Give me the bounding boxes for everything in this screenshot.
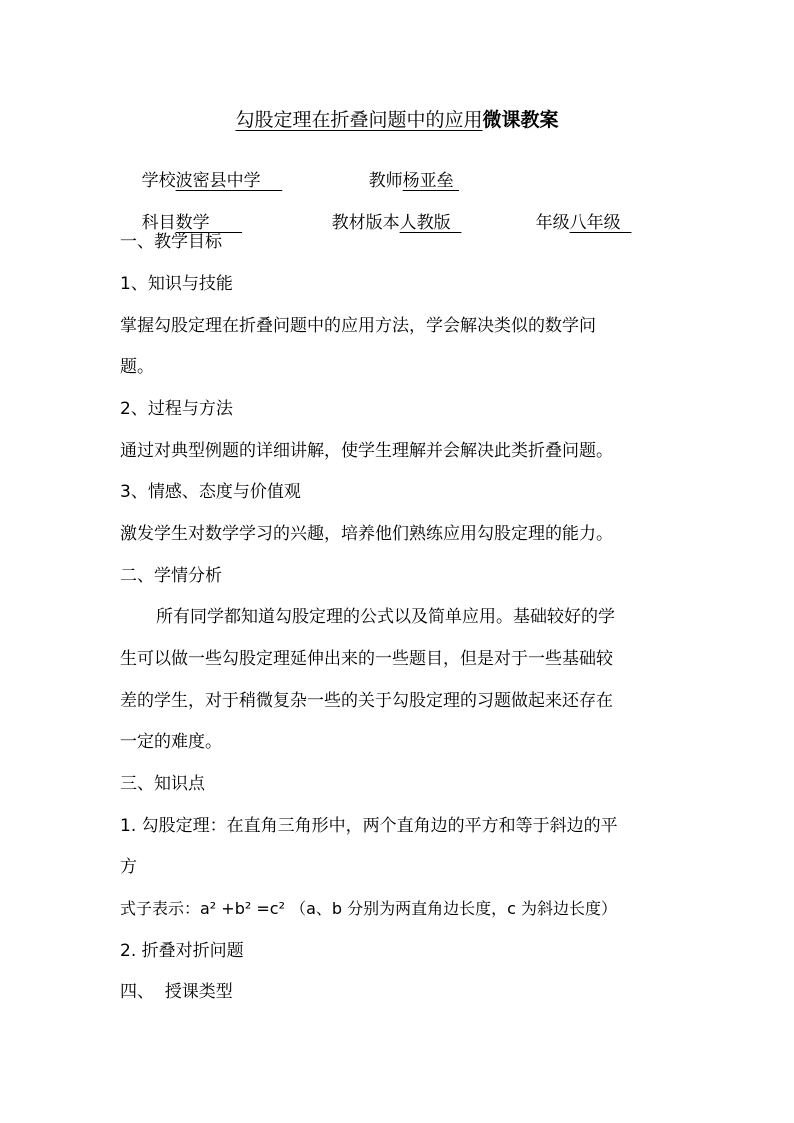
paragraph-line: 1. 勾股定理：在直角三角形中，两个直角边的平方和等于斜边的平 xyxy=(120,816,618,836)
title-underlined: 勾股定理在折叠问题中的应用 xyxy=(235,109,483,131)
paragraph-line: 差的学生，对于稍微复杂一些的关于勾股定理的习题做起来还存在 xyxy=(120,691,613,711)
subheading-attitude-values: 3、情感、态度与价值观 xyxy=(120,482,301,502)
grade-label: 年级 xyxy=(535,213,570,233)
paragraph-line: 2. 折叠对折问题 xyxy=(120,941,244,961)
paragraph-line: 题。 xyxy=(120,357,154,377)
edition-field xyxy=(310,190,461,256)
section-heading-1: 一、教学目标 xyxy=(120,232,222,252)
formula-line: 式子表示：a² +b² =c² （a、b 分别为两直角边长度，c 为斜边长度） xyxy=(120,899,618,918)
subheading-process-method: 2、过程与方法 xyxy=(120,399,233,419)
teacher-value: 杨亚垒 xyxy=(402,171,460,191)
document-title xyxy=(0,108,794,132)
subject-value: 数学 xyxy=(175,213,243,233)
paragraph-line: 激发学生对数学学习的兴趣，培养他们熟练应用勾股定理的能力。 xyxy=(120,524,613,544)
school-label: 学校 xyxy=(141,171,176,191)
subject-label: 科目 xyxy=(141,213,176,233)
subheading-knowledge-skills: 1、知识与技能 xyxy=(120,274,233,294)
edition-value: 人教版 xyxy=(399,213,462,233)
grade-field xyxy=(514,190,631,256)
paragraph-line: 所有同学都知道勾股定理的公式以及简单应用。基础较好的学 xyxy=(156,607,615,627)
paragraph-line: 一定的难度。 xyxy=(120,732,222,752)
school-value: 波密县中学 xyxy=(175,171,283,191)
title-bold: 微课教案 xyxy=(482,109,559,131)
paragraph-line: 方 xyxy=(120,857,137,877)
edition-label: 教材版本 xyxy=(331,213,400,233)
teacher-label: 教师 xyxy=(368,171,403,191)
section-heading-3: 三、知识点 xyxy=(120,774,205,794)
paragraph-line: 掌握勾股定理在折叠问题中的应用方法，学会解决类似的数学问 xyxy=(120,316,596,336)
paragraph-line: 通过对典型例题的详细讲解，使学生理解并会解决此类折叠问题。 xyxy=(120,441,613,461)
section-heading-4: 四、 授课类型 xyxy=(120,982,233,1002)
grade-value: 八年级 xyxy=(569,213,632,233)
paragraph-line: 生可以做一些勾股定理延伸出来的一些题目，但是对于一些基础较 xyxy=(120,649,613,669)
section-heading-2: 二、学情分析 xyxy=(120,566,222,586)
